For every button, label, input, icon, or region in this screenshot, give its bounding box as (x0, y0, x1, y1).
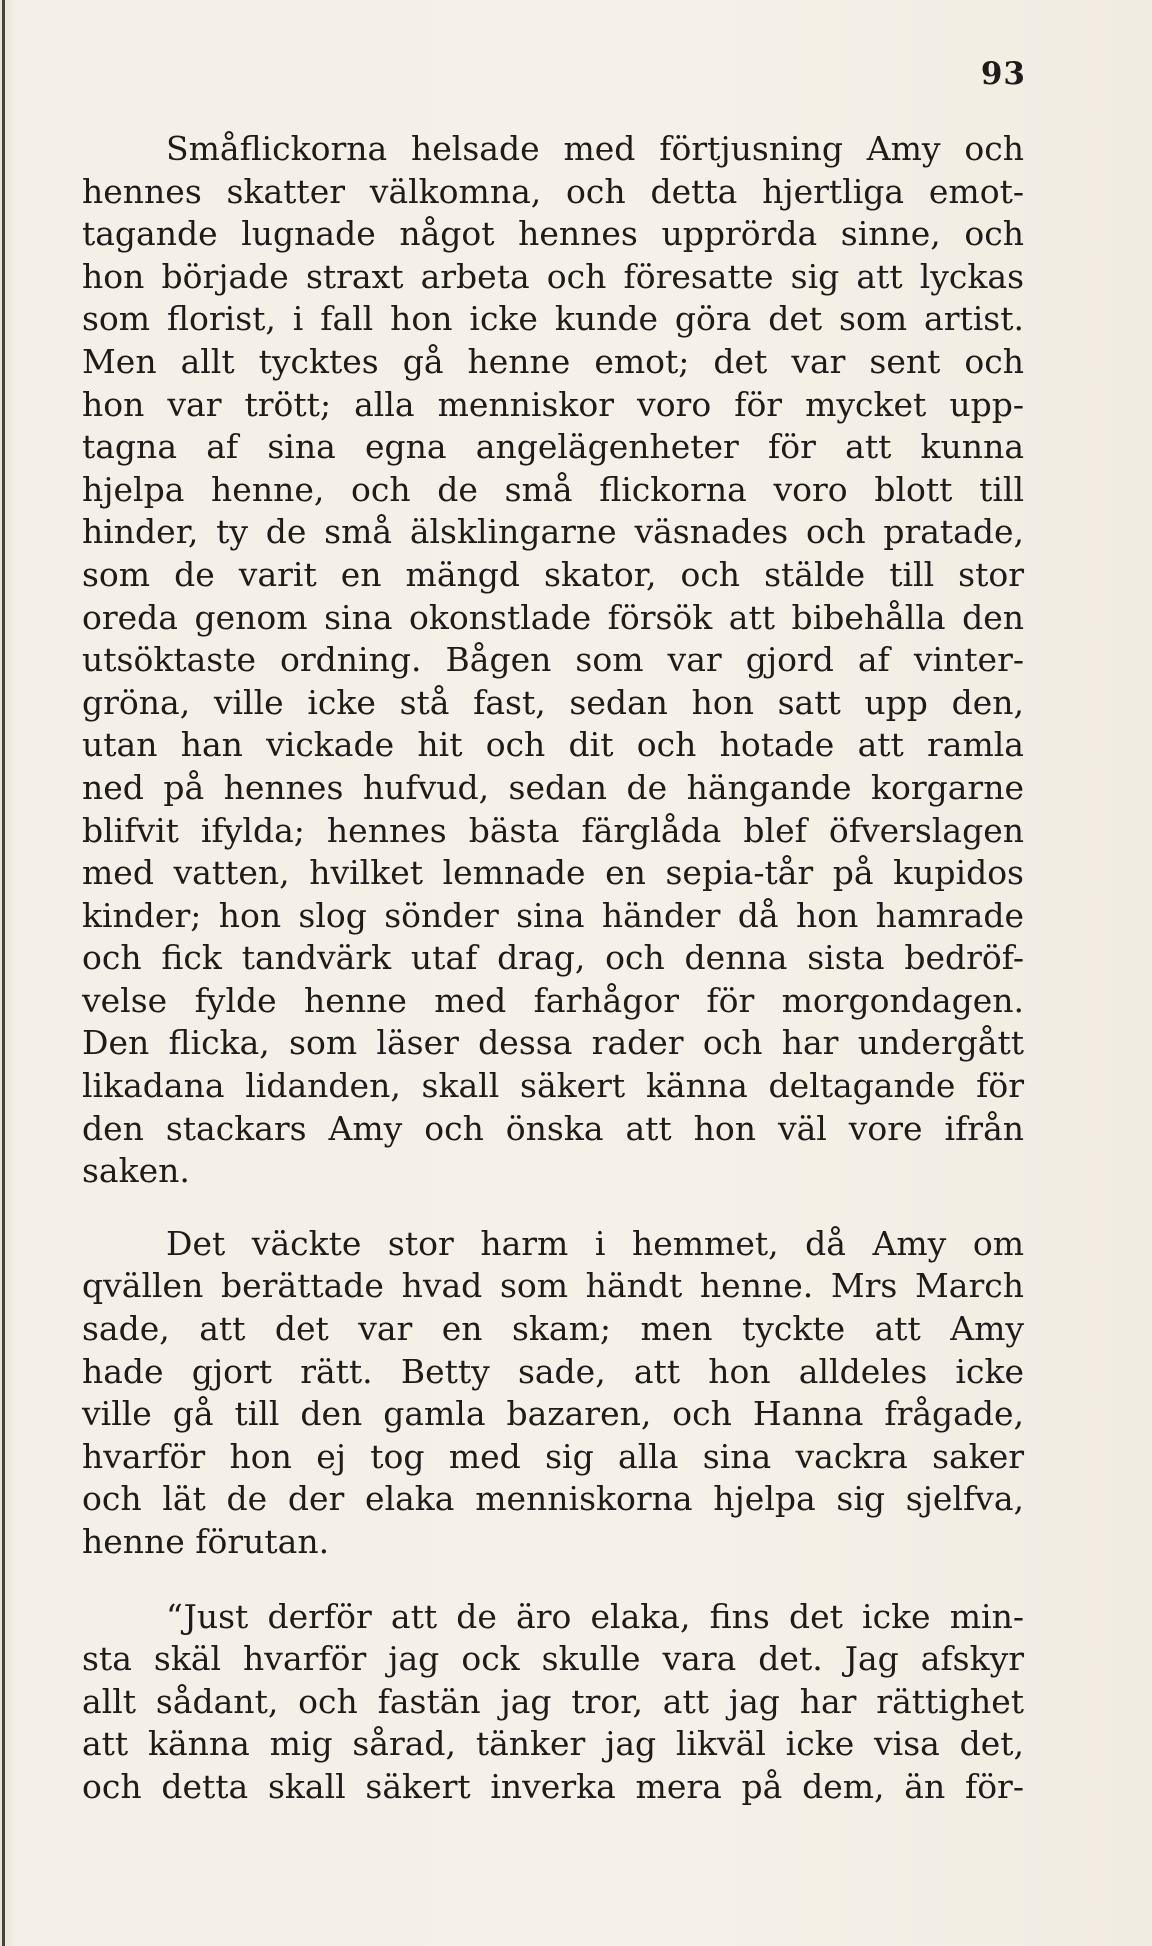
page-binding-edge (2, 0, 5, 1946)
text-line: hon började straxt arbeta och föresatte sig att lyckas (82, 256, 1024, 296)
text-line: Men allt tycktes gå henne emot; det var sent och (82, 341, 1024, 381)
text-line: hjelpa henne, och de små flickorna voro blott till (82, 469, 1024, 509)
text-line: utan han vickade hit och dit och hotade att ramla (82, 725, 1024, 765)
text-line: ned på hennes hufvud, sedan de hängande korgarne (82, 767, 1024, 807)
text-line: den stackars Amy och önska att hon väl vore ifrån (82, 1108, 1024, 1148)
text-line: likadana lidanden, skall säkert känna deltagande för (82, 1066, 1024, 1106)
text-line: sade, att det var en skam; men tyckte att Amy (82, 1309, 1024, 1349)
text-line: och fick tandvärk utaf drag, och denna sista bedröf- (82, 938, 1024, 978)
paragraph-2 (82, 1223, 1024, 1564)
text-line: och lät de der elaka menniskorna hjelpa sig sjelfva, (82, 1479, 1024, 1519)
text-line: Småflickorna helsade med förtjusning Amy och (166, 129, 1024, 168)
paragraph-gap (82, 1564, 1024, 1596)
text-line: utsöktaste ordning. Bågen som var gjord af vinter- (82, 640, 1024, 680)
text-line: hennes skatter välkomna, och detta hjertliga emot- (82, 171, 1024, 211)
paragraph-gap (82, 1193, 1024, 1223)
text-line: med vatten, hvilket lemnade en sepia-tår på kupidos (82, 853, 1024, 893)
text-line: allt sådant, och fastän jag tror, att jag har rättighet (82, 1681, 1024, 1721)
text-line: sta skäl hvarför jag ock skulle vara det. Jag afskyr (82, 1639, 1024, 1679)
text-line: att känna mig sårad, tänker jag likväl icke visa det, (82, 1724, 1024, 1764)
text-line: henne förutan. (82, 1522, 330, 1561)
text-line: tagna af sina egna angelägenheter för att kunna (82, 427, 1024, 467)
text-line: som de varit en mängd skator, och stälde till stor (82, 554, 1024, 594)
text-line: som florist, i fall hon icke kunde göra det som artist. (82, 299, 1024, 339)
page-text (82, 128, 1024, 1809)
text-line: blifvit ifylda; hennes bästa färglåda blef öfverslagen (82, 810, 1024, 850)
text-line: oreda genom sina okonstlade försök att bibehålla den (82, 597, 1024, 637)
text-line: ville gå till den gamla bazaren, och Hanna frågade, (82, 1394, 1024, 1434)
text-line: och detta skall säkert inverka mera på dem, än för- (82, 1766, 1024, 1806)
text-line: hon var trött; alla menniskor voro för mycket upp- (82, 384, 1024, 424)
text-line: hade gjort rätt. Betty sade, att hon alldeles icke (82, 1351, 1024, 1391)
text-line: Det väckte stor harm i hemmet, då Amy om (166, 1223, 1024, 1263)
paragraph-3 (82, 1596, 1024, 1809)
text-line: Den flicka, som läser dessa rader och har undergått (82, 1023, 1024, 1063)
text-line: gröna, ville icke stå fast, sedan hon satt upp den, (82, 682, 1024, 722)
text-line: velse fylde henne med farhågor för morgondagen. (82, 980, 1024, 1020)
text-line: hvarför hon ej tog med sig alla sina vackra saker (82, 1436, 1024, 1476)
text-line: qvällen berättade hvad som händt henne. Mrs March (82, 1266, 1024, 1306)
text-line: hinder, ty de små älsklingarne väsnades och pratade, (82, 512, 1024, 552)
page-number: 93 (980, 56, 1026, 92)
paragraph-1 (82, 128, 1024, 1193)
text-line: tagande lugnade något hennes upprörda sinne, och (82, 214, 1024, 254)
text-line: kinder; hon slog sönder sina händer då hon hamrade (82, 895, 1024, 935)
text-line: “Just derför att de äro elaka, fins det icke min- (166, 1596, 1024, 1636)
text-line: saken. (82, 1151, 190, 1191)
